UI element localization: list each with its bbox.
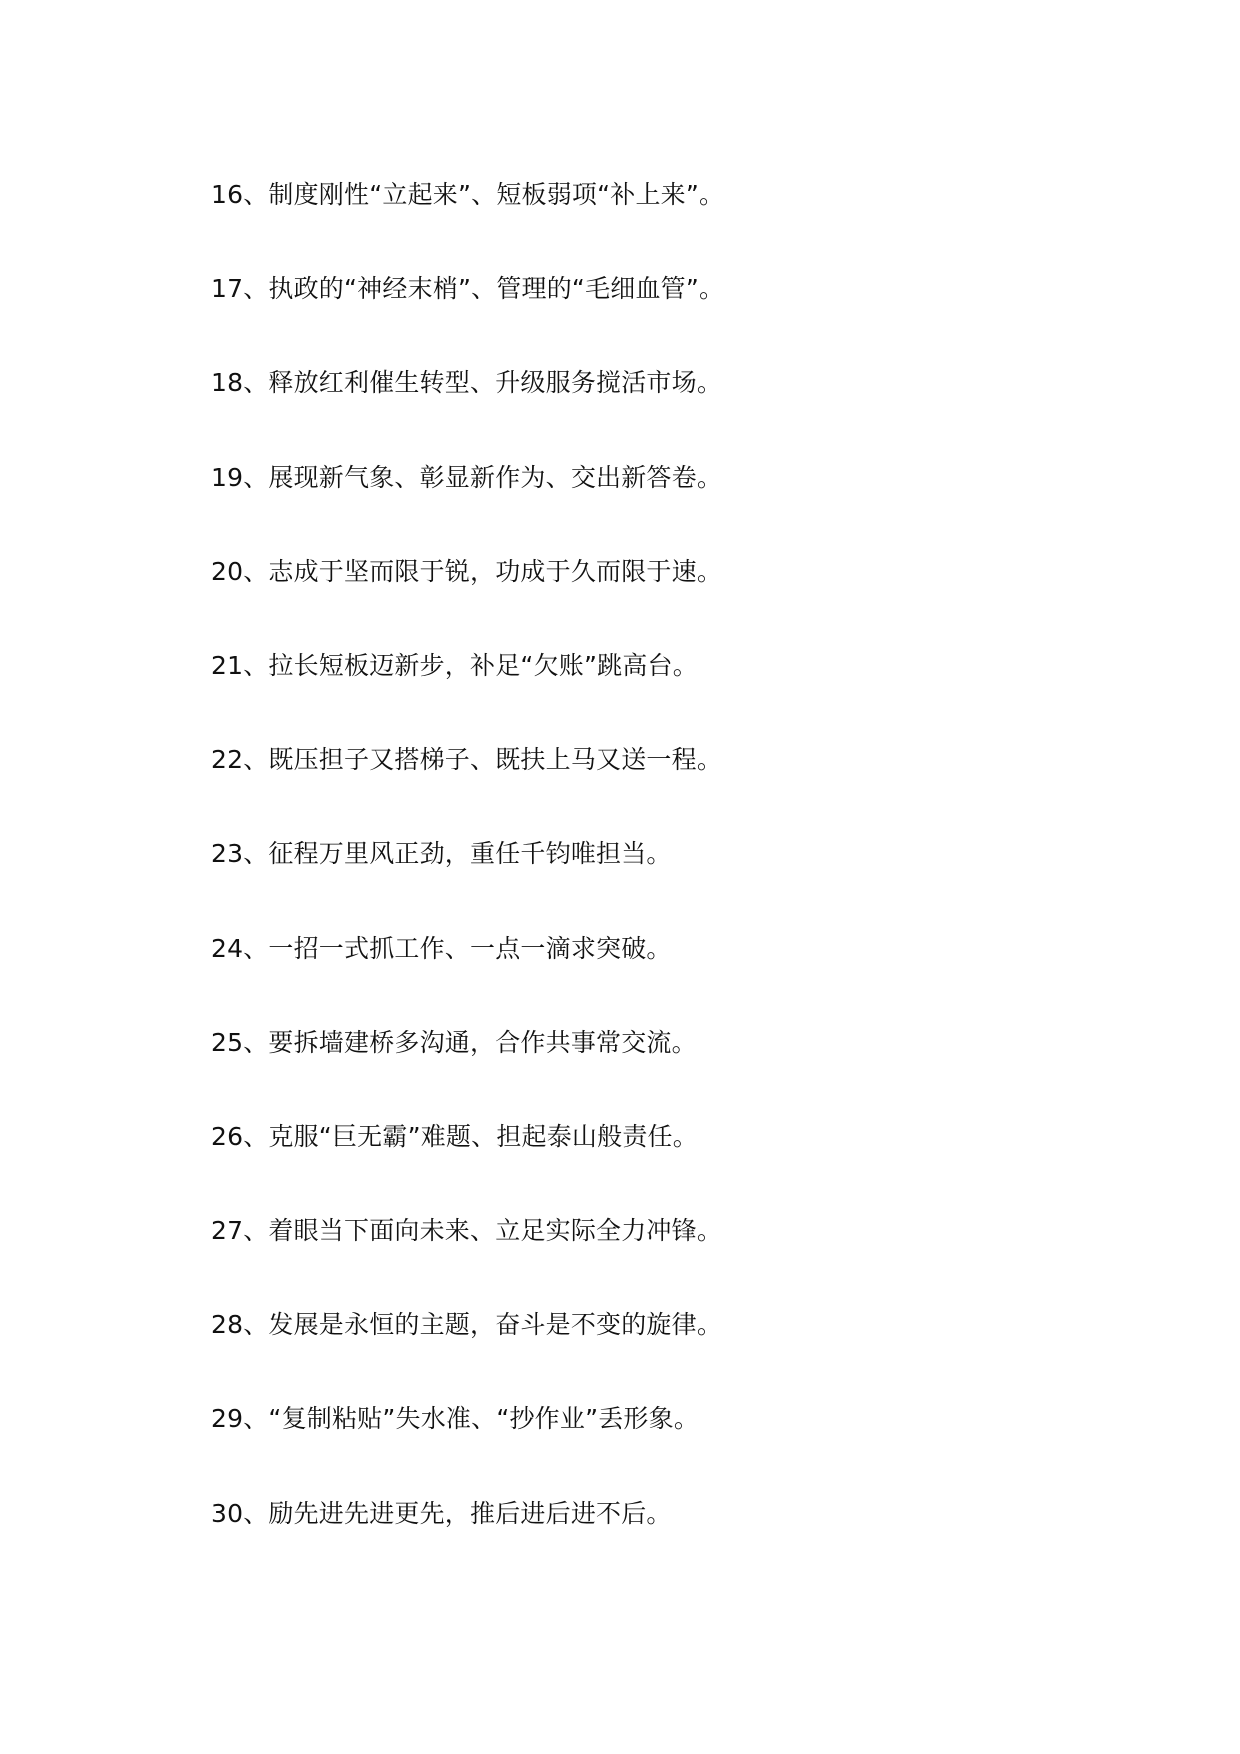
list-item: 29、“复制粘贴”失水准、“抄作业”丢形象。 <box>211 1404 700 1434</box>
list-item: 28、发展是永恒的主题，奋斗是不变的旋律。 <box>211 1310 723 1340</box>
list-item: 26、克服“巨无霸”难题、担起泰山般责任。 <box>211 1121 698 1151</box>
list-item: 17、执政的“神经末梢”、管理的“毛细血管”。 <box>211 274 725 304</box>
list-item: 16、制度刚性“立起来”、短板弱项“补上来”。 <box>211 180 725 209</box>
list-item: 24、一招一式抓工作、一点一滴求突破。 <box>211 933 672 963</box>
list-item: 18、释放红利催生转型、升级服务搅活市场。 <box>211 368 723 398</box>
list-item: 19、展现新气象、彰显新作为、交出新答卷。 <box>211 462 723 492</box>
list-item: 21、拉长短板迈新步，补足“欠账”跳高台。 <box>211 650 698 680</box>
list-item: 30、励先进先进更先，推后进后进不后。 <box>211 1498 672 1528</box>
list-item: 20、志成于坚而限于锐，功成于久而限于速。 <box>211 556 723 586</box>
list-item: 22、既压担子又搭梯子、既扶上马又送一程。 <box>211 745 723 775</box>
numbered-list <box>211 175 1111 1588</box>
list-item: 25、要拆墙建桥多沟通，合作共事常交流。 <box>211 1027 697 1057</box>
list-item: 27、着眼当下面向未来、立足实际全力冲锋。 <box>211 1216 723 1246</box>
list-item: 23、征程万里风正劲，重任千钧唯担当。 <box>211 839 672 869</box>
